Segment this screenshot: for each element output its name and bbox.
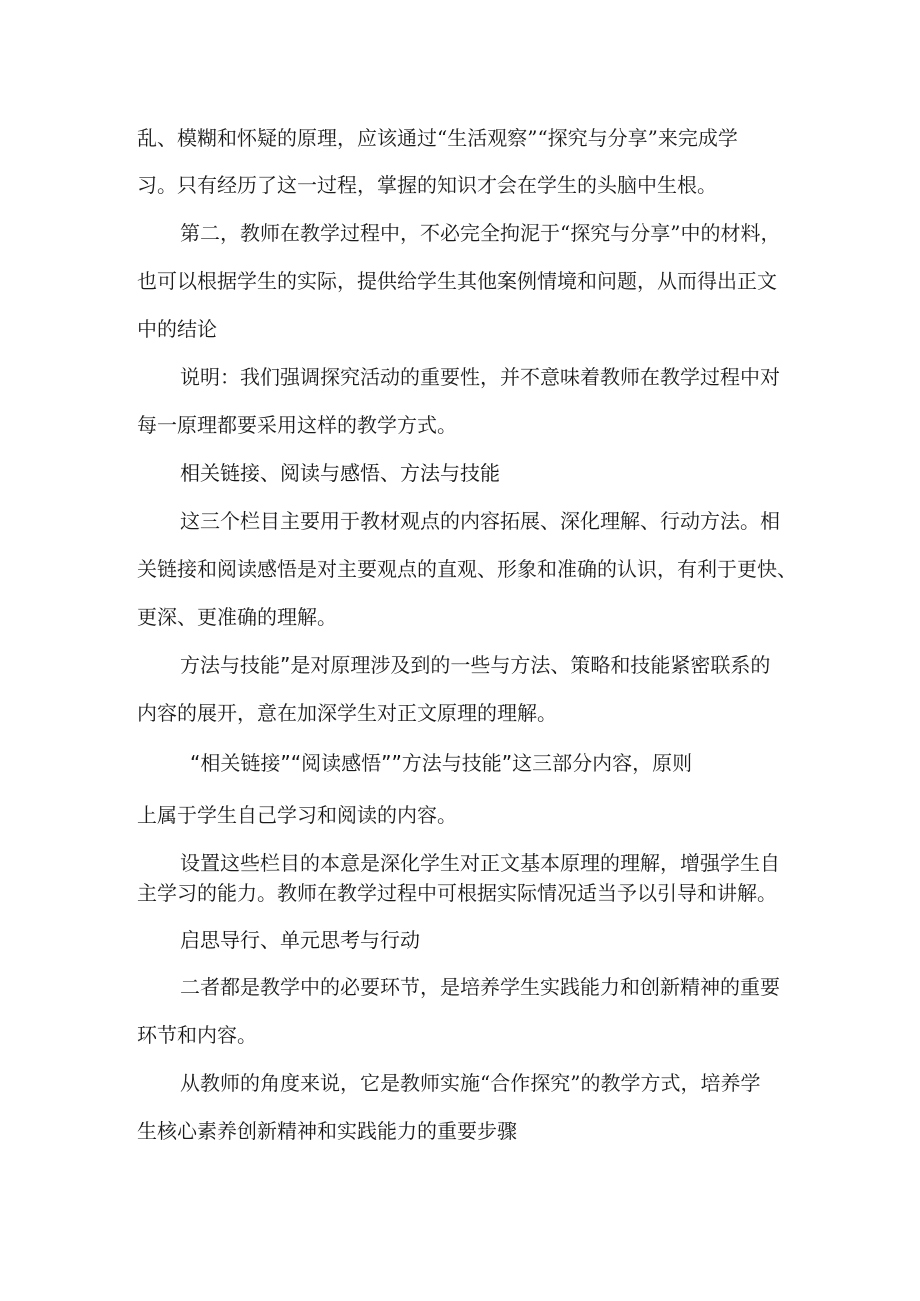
paragraph-line: 这三个栏目主要用于教材观点的内容拓展、深化理解、行动方法。相 [180, 509, 780, 533]
section-heading: 相关链接、阅读与感悟、方法与技能 [180, 461, 500, 485]
paragraph-line [190, 750, 692, 776]
paragraph-line: 主学习的能力。教师在教学过程中可根据实际情况适当予以引导和讲解。 [137, 881, 777, 905]
paragraph-line: 从教师的角度来说，它是教师实施“合作探究”的教学方式，培养学 [180, 1071, 761, 1095]
paragraph-line: 说明：我们强调探究活动的重要性，并不意味着教师在教学过程中对 [180, 365, 780, 389]
paragraph-line: 每一原理都要采用这样的教学方式。 [137, 413, 457, 437]
inline-text: 这三部分内容，原则 [512, 751, 693, 775]
paragraph-line: 第二，教师在教学过程中，不必完全拘泥于“探究与分享”中的材料， [180, 221, 781, 245]
section-heading: 启思导行、单元思考与行动 [180, 928, 420, 952]
paragraph-line: 更深、更准确的理解。 [137, 605, 337, 629]
paragraph-line: 设置这些栏目的本意是深化学生对正文基本原理的理解，增强学生自 [180, 851, 780, 875]
paragraph-line: 关链接和阅读感悟是对主要观点的直观、形象和准确的认识，有利于更快、 [137, 557, 797, 581]
paragraph-line: 上属于学生自己学习和阅读的内容。 [137, 803, 457, 827]
inline-text: 是对原理涉及到的一些与方法、策略和技能紧密联系的 [290, 653, 771, 677]
paragraph-line: 生核心素养创新精神和实践能力的重要步骤 [137, 1119, 517, 1143]
paragraph-line: 内容的展开，意在加深学生对正文原理的理解。 [137, 701, 557, 725]
paragraph-line: 也可以根据学生的实际，提供给学生其他案例情境和问题，从而得出正文 [137, 269, 777, 293]
paragraph-line: 二者都是教学中的必要环节，是培养学生实践能力和创新精神的重要 [180, 975, 780, 999]
inline-term: “相关链接”“阅读感悟””方法与技能” [190, 751, 513, 775]
inline-term: 方法与技能” [180, 653, 291, 677]
paragraph-line: 中的结论 [137, 317, 217, 341]
paragraph-line: 环节和内容。 [137, 1023, 257, 1047]
paragraph-line [180, 652, 770, 678]
paragraph-line: 习。只有经历了这一过程，掌握的知识才会在学生的头脑中生根。 [137, 173, 717, 197]
paragraph-line: 乱、模糊和怀疑的原理，应该通过“生活观察”“探究与分享”来完成学 [137, 126, 738, 150]
